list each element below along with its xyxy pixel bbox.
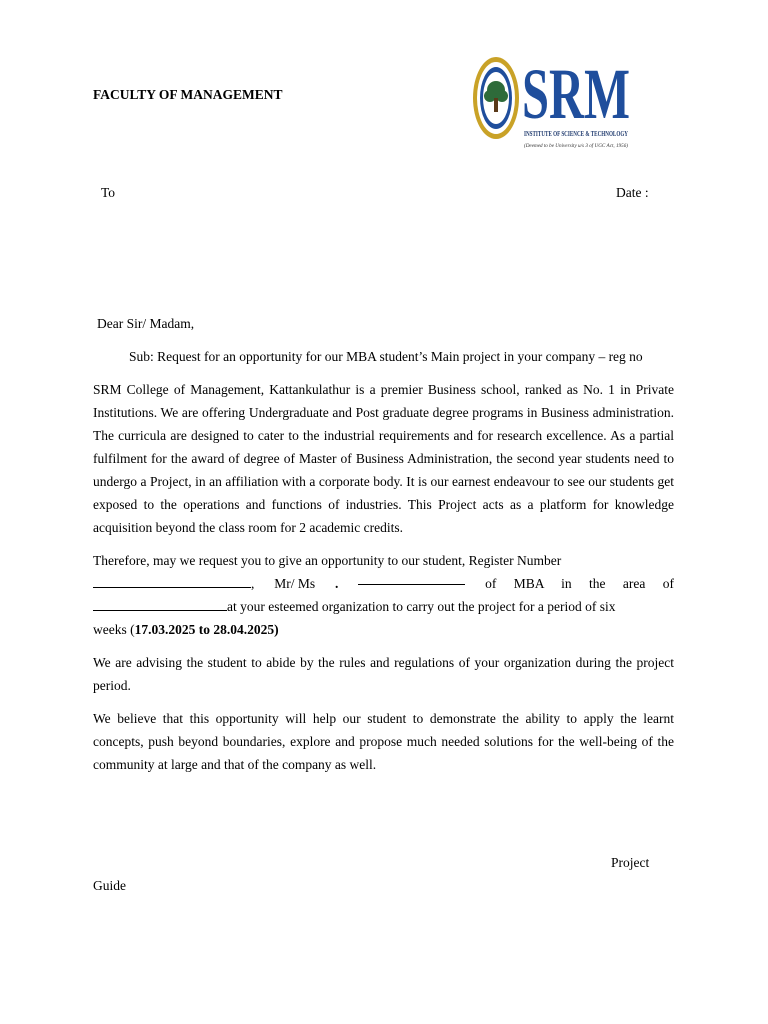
- mr-ms-label: Mr/ Ms: [274, 576, 316, 591]
- project-period: 17.03.2025 to 28.04.2025): [134, 622, 279, 637]
- register-number-blank[interactable]: [93, 575, 251, 588]
- of-mba-text: of MBA in the area of: [485, 576, 674, 591]
- paragraph-request: [93, 549, 674, 641]
- faculty-heading: FACULTY OF MANAGEMENT: [93, 87, 283, 102]
- area-blank[interactable]: [93, 598, 227, 611]
- salutation: Dear Sir/ Madam,: [97, 316, 195, 331]
- weeks-text: weeks (: [93, 622, 135, 637]
- paragraph-advice: We are advising the student to abide by the rules and regulations of your organization during the project period.: [93, 655, 674, 693]
- signature-project: Project: [611, 855, 650, 870]
- logo-deemed: (Deemed to be University u/s 3 of UGC Act, 1956): [524, 143, 632, 149]
- logo-institute: INSTITUTE OF SCIENCE & TECHNOLOGY: [524, 130, 628, 138]
- signature-guide: Guide: [93, 878, 126, 893]
- logo-name: SRM: [522, 56, 630, 134]
- student-name-blank[interactable]: [358, 572, 465, 585]
- request-line-1: Therefore, may we request you to give an opportunity to our student, Register Number: [93, 553, 562, 568]
- srm-logo: [472, 56, 632, 152]
- srm-logo-graphic: [472, 56, 632, 152]
- subject-line: Sub: Request for an opportunity for our MBA student’s Main project in your company – reg no: [129, 349, 643, 364]
- date-label: Date :: [616, 185, 649, 200]
- dot-mark: .: [335, 576, 339, 591]
- to-label: To: [101, 185, 116, 200]
- paragraph-introduction: SRM College of Management, Kattankulathur is a premier Business school, ranked as No. 1 in Private Institutions. We are offering Undergraduate and Post graduate degree programs in Business administration. The curricula are designed to cater to the industrial requirements and for research excellence. As a partial fulfilment for the award of degree of Master of Business Administration, the second year students need to undergo a Project, in an affiliation with a corporate body. It is our earnest endeavour to see our students get exposed to the operations and functions of industries. This Project acts as a platform for knowledge acquisition beyond the class room for 2 academic credits.: [93, 382, 674, 535]
- request-line-3: [93, 595, 674, 618]
- paragraph-belief: We believe that this opportunity will help our student to demonstrate the ability to apply the learnt concepts, push beyond boundaries, explore and propose much needed solutions for the well-being of the community at large and that of the company as well.: [93, 711, 674, 772]
- request-line-2: , Mr/ Ms . of MBA in the area of: [93, 572, 674, 595]
- at-organization-text: at your esteemed organization to carry out the project for a period of six: [227, 599, 616, 614]
- request-line-4: [93, 618, 674, 641]
